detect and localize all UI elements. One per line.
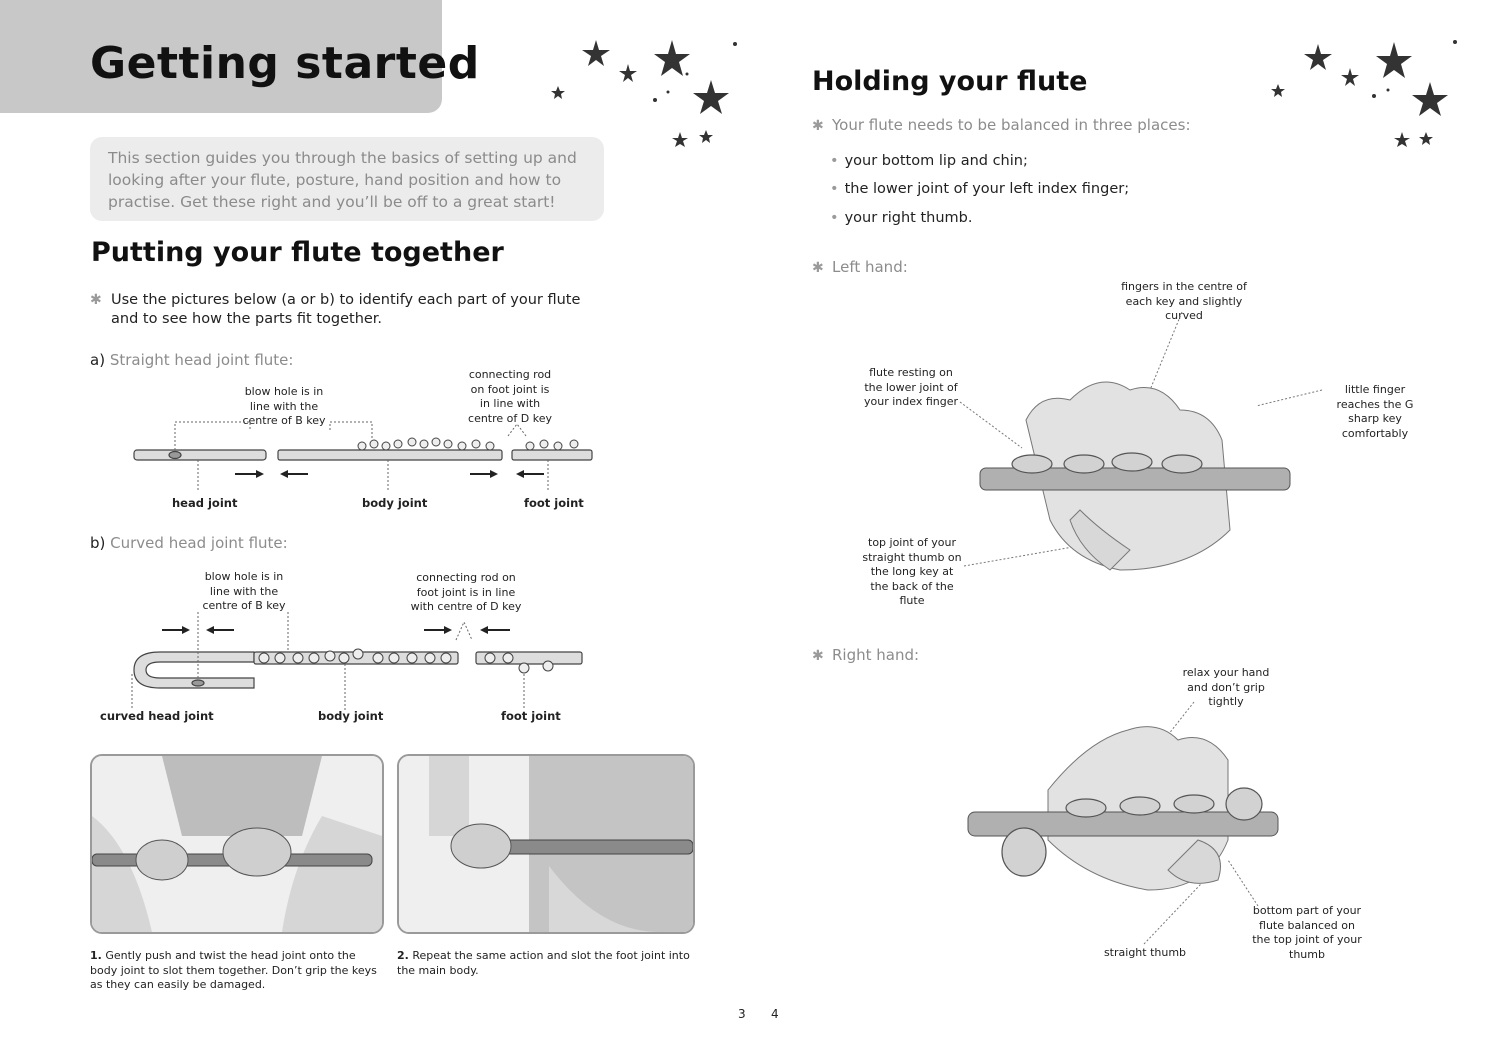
callout-bottom-part: bottom part of your flute balanced on the top joint of your thumb (1252, 904, 1362, 961)
star-icon (693, 80, 729, 114)
callout-thumb: top joint of your straight thumb on the long key at the back of the flute (862, 536, 962, 607)
star-icon (1419, 132, 1433, 145)
step-2-caption (397, 949, 691, 978)
hands-flute-illustration (92, 756, 382, 932)
callout-connecting-rod: connecting rod on foot joint is in line with centre of D key (410, 571, 522, 613)
star-icon (1376, 42, 1412, 78)
callout-little-finger: little finger reaches the G sharp key comfortably (1336, 383, 1414, 440)
holding-heading: Holding your flute (812, 66, 1088, 97)
step-number: 2. (397, 949, 409, 962)
page-title: Getting started (90, 38, 480, 89)
right-hand-label: Right hand: (832, 646, 920, 664)
star-icon (619, 64, 637, 82)
part-label-head-joint: head joint (172, 496, 238, 510)
curved-flute-diagram (130, 612, 590, 712)
label-prefix: a) (90, 351, 106, 369)
star-icon (1271, 84, 1285, 97)
hands-flute-illustration (399, 756, 693, 932)
part-label-foot-joint: foot joint (524, 496, 584, 510)
star-icon (1304, 44, 1332, 70)
step-number: 1. (90, 949, 102, 962)
intro-text: This section guides you through the basics of setting up and looking after your flute, posture, hand position and how to practise. Get these right and you’ll be off to a great start! (108, 149, 577, 211)
bullet-star-icon: ✱ (90, 292, 102, 308)
star-icon (672, 132, 688, 147)
callout-resting: flute resting on the lower joint of your index finger (864, 366, 958, 408)
stars-decoration-right (1262, 30, 1462, 160)
label-text: Curved head joint flute: (110, 534, 288, 552)
right-hand-illustration (968, 700, 1288, 940)
star-icon (1412, 82, 1448, 116)
callout-blow-hole: blow hole is in line with the centre of B key (242, 385, 326, 427)
instruction-text: Use the pictures below (a or b) to identify each part of your flute and to see how the parts fit together. (111, 292, 581, 327)
balance-point: • your bottom lip and chin; (830, 153, 1028, 169)
step-text: Repeat the same action and slot the foot joint into the main body. (397, 949, 690, 977)
callout-connecting-rod: connecting rod on foot joint is in line with centre of D key (468, 368, 552, 425)
star-icon (582, 40, 610, 66)
step-1-caption (90, 949, 380, 993)
part-label-body-joint: body joint (362, 496, 428, 510)
star-icon (654, 40, 690, 76)
callout-relax: relax your hand and don’t grip tightly (1182, 666, 1270, 708)
photo-step-2 (397, 754, 695, 934)
balance-point: • the lower joint of your left index finger; (830, 181, 1129, 197)
callout-fingers: fingers in the centre of each key and slightly curved (1121, 280, 1247, 322)
part-label-body-joint: body joint (318, 709, 384, 723)
curved-flute-label (90, 534, 288, 552)
part-label-foot-joint: foot joint (501, 709, 561, 723)
part-label-curved-head-joint: curved head joint (100, 709, 214, 723)
straight-flute-diagram (130, 420, 600, 490)
bullet-star-icon: ✱ (812, 648, 824, 664)
star-icon (699, 130, 713, 143)
left-hand-label: Left hand: (832, 258, 908, 276)
star-icon (551, 86, 565, 99)
step-text: Gently push and twist the head joint onto the body joint to slot them together. Don’t grip the keys as they can easily be damaged. (90, 949, 377, 991)
photo-step-1 (90, 754, 384, 934)
page-number-right: 4 (771, 1007, 779, 1021)
straight-flute-label (90, 351, 293, 369)
label-text: Straight head joint flute: (109, 351, 294, 369)
balance-point: • your right thumb. (830, 210, 972, 226)
star-icon (1394, 132, 1410, 147)
section-heading: Putting your flute together (91, 237, 504, 268)
star-icon (1341, 68, 1359, 86)
bullet-star-icon: ✱ (812, 260, 824, 276)
page-number-left: 3 (738, 1007, 746, 1021)
balance-intro: Your flute needs to be balanced in three places: (832, 116, 1191, 134)
label-prefix: b) (90, 534, 106, 552)
bullet-star-icon: ✱ (812, 118, 824, 134)
callout-blow-hole: blow hole is in line with the centre of B key (202, 570, 286, 612)
callout-straight-thumb: straight thumb (1103, 946, 1187, 959)
left-hand-illustration (960, 300, 1300, 590)
